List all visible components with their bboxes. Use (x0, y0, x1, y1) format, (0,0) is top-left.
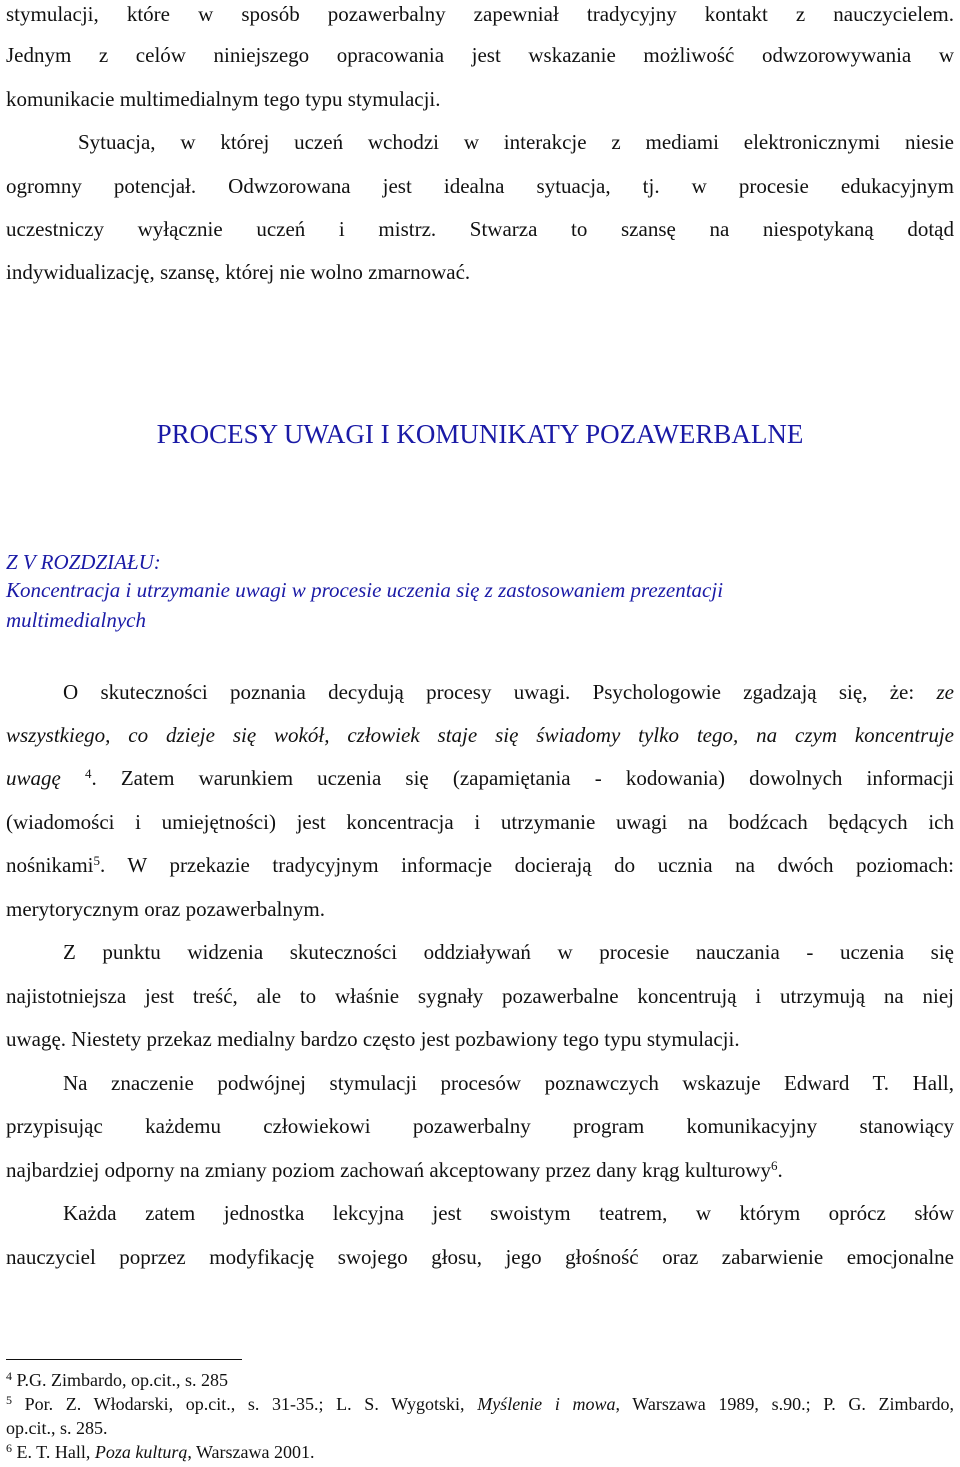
footnote-text: , Warszawa 1989, s.90.; P. G. Zimbardo, (615, 1394, 955, 1414)
footnote-5 (6, 1394, 954, 1414)
footnote-number: 4 (6, 1369, 12, 1383)
chapter-label: Z V ROZDZIAŁU: (6, 550, 161, 574)
footnote-number: 5 (6, 1393, 12, 1407)
paragraph-3-line-3 (6, 1158, 954, 1182)
chapter-title-line-2: multimedialnych (6, 608, 146, 632)
paragraph-4-line-2: nauczyciel poprzez modyfikację swojego głosu, jego głośność oraz zabarwienie emocjonalne (6, 1245, 954, 1269)
paragraph-1-line-2: wszystkiego, co dzieje się wokół, człowiek staje się świadomy tylko tego, na czym koncentruje (6, 723, 954, 747)
paragraph-1-line-3 (6, 766, 954, 790)
text-span: O skuteczności poznania decydują procesy uwagi. Psychologowie zgadzają się, że: (63, 680, 937, 704)
footnote-text: , Warszawa 2001. (187, 1442, 315, 1462)
footnote-separator (6, 1359, 242, 1360)
footnote-ref-4[interactable]: 4 (84, 766, 92, 781)
paragraph-2-line-3: uwagę. Niestety przekaz medialny bardzo często jest pozbawiony tego typu stymulacji. (6, 1027, 740, 1051)
paragraph-1-line-5 (6, 853, 954, 877)
paragraph-4-line-1: Każda zatem jednostka lekcyjna jest swoistym teatrem, w którym oprócz słów (63, 1201, 954, 1225)
paragraph-3-line-2: przypisując każdemu człowiekowi pozawerbalny program komunikacyjny stanowiący (6, 1114, 954, 1138)
footnote-ref-6[interactable]: 6 (771, 1158, 778, 1173)
footnote-5-continuation: op.cit., s. 285. (6, 1418, 108, 1438)
paragraph-2-line-1: Z punktu widzenia skuteczności oddziaływań w procesie nauczania - uczenia się (63, 940, 954, 964)
footnote-text: P.G. Zimbardo, op.cit., s. 285 (16, 1370, 228, 1390)
footnote-4 (6, 1370, 954, 1390)
section-heading: PROCESY UWAGI I KOMUNIKATY POZAWERBALNE (156, 419, 804, 449)
text-span: . W przekazie tradycyjnym informacje docierają do ucznia na dwóch poziomach: (100, 853, 954, 877)
text-span: . Zatem warunkiem uczenia się (zapamiętania - kodowania) dowolnych informacji (91, 766, 954, 790)
paragraph-1-line-6: merytorycznym oraz pozawerbalnym. (6, 897, 325, 921)
intro-line-4: Sytuacja, w której uczeń wchodzi w interakcje z mediami elektronicznymi niesie (78, 130, 954, 154)
paragraph-1-line-4: (wiadomości i umiejętności) jest koncentracja i utrzymanie uwagi na bodźcach będących ich (6, 810, 954, 834)
intro-line-7: indywidualizację, szansę, której nie wolno zmarnować. (6, 260, 471, 284)
italic-span: uwagę (6, 766, 61, 790)
paragraph-2-line-2: najistotniejsza jest treść, ale to właśnie sygnały pozawerbalne koncentrują i utrzymują na niej (6, 984, 954, 1008)
text-span: nośnikami (6, 853, 94, 877)
intro-line-6: uczestniczy wyłącznie uczeń i mistrz. Stwarza to szansę na niespotykaną dotąd (6, 217, 954, 241)
footnote-title: Myślenie i mowa (477, 1394, 616, 1414)
chapter-title-line-1: Koncentracja i utrzymanie uwagi w procesie uczenia się z zastosowaniem prezentacji (6, 578, 724, 602)
intro-line-1: stymulacji, które w sposób pozawerbalny zapewniał tradycyjny kontakt z nauczycielem. (6, 2, 954, 26)
italic-span: ze (936, 680, 954, 704)
paragraph-1-line-1 (63, 680, 954, 704)
text-span: . (777, 1158, 783, 1182)
intro-line-3: komunikacie multimedialnym tego typu stymulacji. (6, 87, 441, 111)
footnote-text: Por. Z. Włodarski, op.cit., s. 31-35.; L. S. Wygotski, (24, 1394, 478, 1414)
intro-line-5: ogromny potencjał. Odwzorowana jest idealna sytuacja, tj. w procesie edukacyjnym (6, 174, 954, 198)
footnote-title: Poza kulturą (94, 1442, 188, 1462)
footnote-number: 6 (6, 1441, 12, 1455)
intro-line-2: Jednym z celów niniejszego opracowania jest wskazanie możliwość odwzorowywania w (6, 43, 954, 67)
text-span: najbardziej odporny na zmiany poziom zachowań akceptowany przez dany krąg kulturowy (6, 1158, 772, 1182)
footnote-ref-5[interactable]: 5 (93, 853, 100, 868)
footnote-text: E. T. Hall, (16, 1442, 95, 1462)
paragraph-3-line-1: Na znaczenie podwójnej stymulacji procesów poznawczych wskazuje Edward T. Hall, (63, 1071, 954, 1095)
footnote-6 (6, 1442, 954, 1462)
